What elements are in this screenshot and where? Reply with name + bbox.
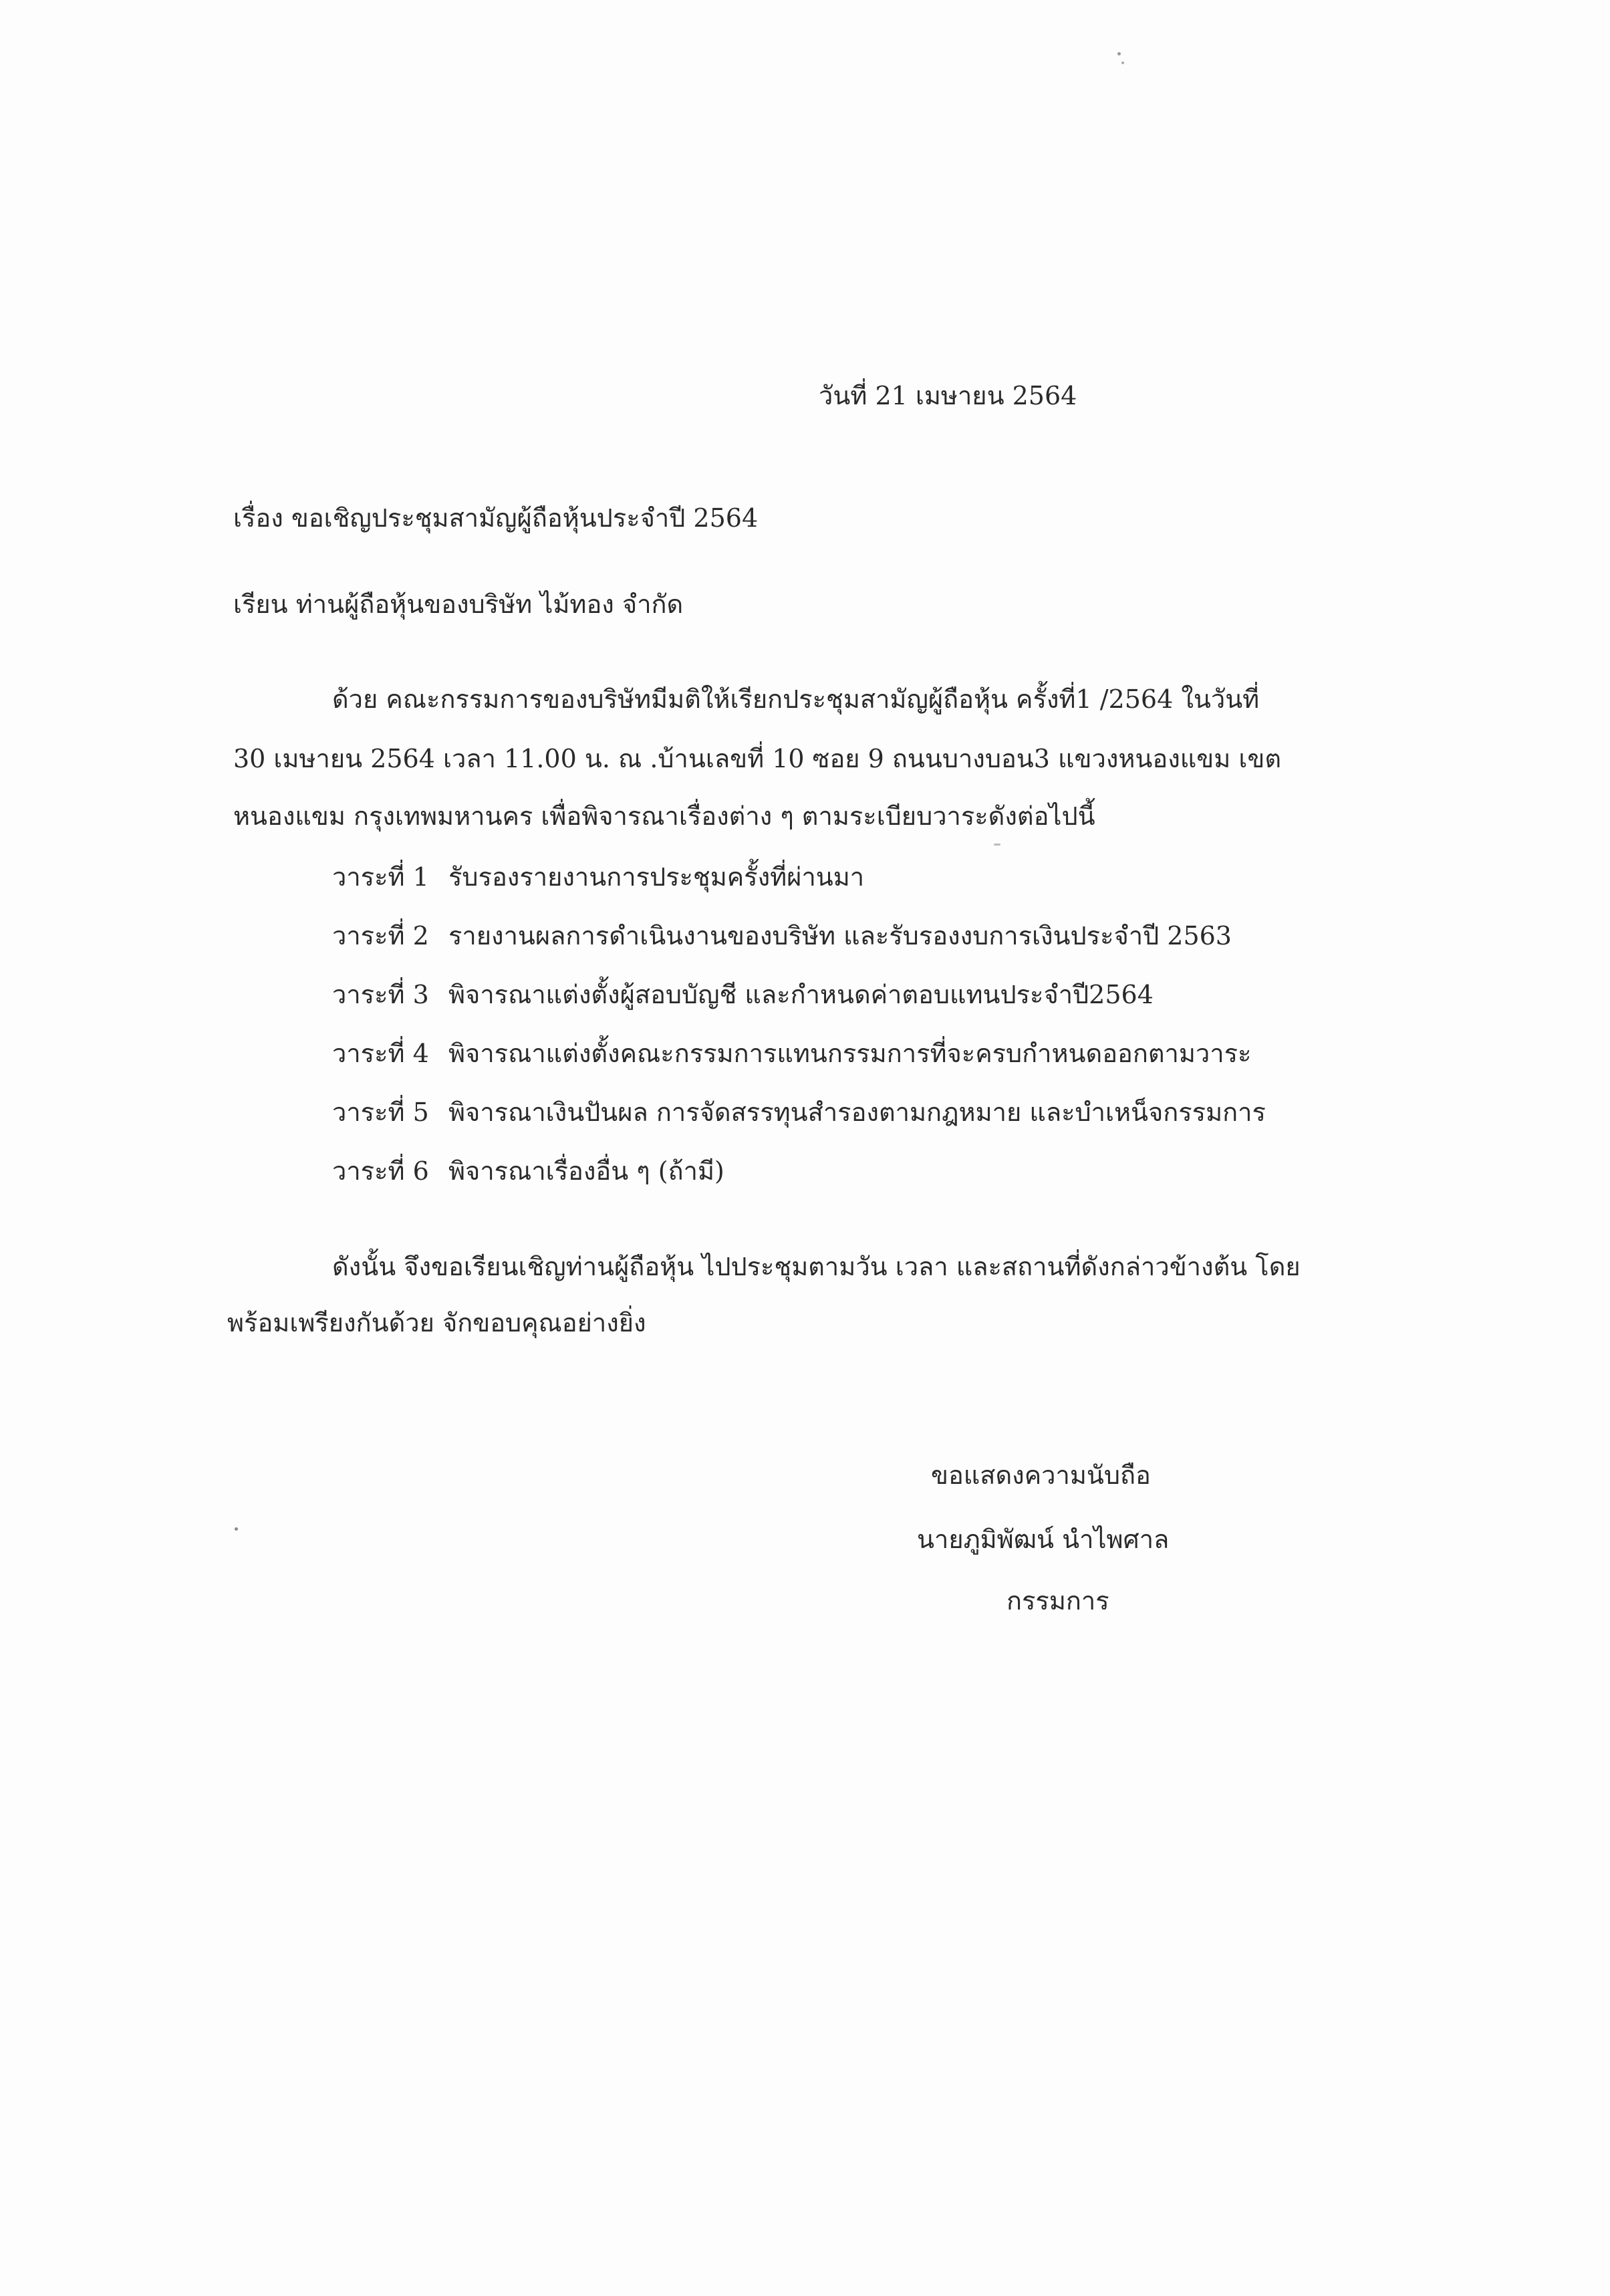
closing-paragraph-line: ดังนั้น จึงขอเรียนเชิญท่านผู้ถือหุ้น ไปประชุมตามวัน เวลา และสถานที่ดังกล่าวข้างต้น โดย	[332, 1252, 1301, 1281]
agenda-item	[332, 1037, 1251, 1069]
agenda-label: วาระที่ 6	[332, 1156, 429, 1186]
agenda-item	[332, 1155, 724, 1187]
agenda-text: พิจารณาแต่งตั้งคณะกรรมการแทนกรรมการที่จะครบกำหนดออกตามวาระ	[448, 1039, 1252, 1068]
agenda-text: รับรองรายงานการประชุมครั้งที่ผ่านมา	[448, 862, 865, 892]
agenda-item	[332, 861, 864, 893]
agenda-text: พิจารณาเงินปันผล การจัดสรรทุนสำรองตามกฎหมาย และบำเหน็จกรรมการ	[448, 1098, 1266, 1127]
agenda-label: วาระที่ 1	[332, 862, 429, 892]
agenda-text: พิจารณาเรื่องอื่น ๆ (ถ้ามี)	[448, 1156, 724, 1186]
agenda-item	[332, 920, 1232, 952]
letter-signoff: ขอแสดงความนับถือ	[931, 1460, 1151, 1490]
agenda-item	[332, 1096, 1266, 1128]
scan-speck	[994, 844, 1000, 846]
closing-paragraph-line: พร้อมเพรียงกันด้วย จักขอบคุณอย่างยิ่ง	[227, 1308, 646, 1337]
scan-speck	[1121, 61, 1124, 64]
body-paragraph-line: ด้วย คณะกรรมการของบริษัทมีมติให้เรียกประชุมสามัญผู้ถือหุ้น ครั้งที่1 /2564 ในวันที่	[332, 684, 1260, 714]
agenda-item	[332, 979, 1154, 1011]
body-paragraph-line: หนองแขม กรุงเทพมหานคร เพื่อพิจารณาเรื่องต่าง ๆ ตามระเบียบวาระดังต่อไปนี้	[233, 801, 1095, 831]
agenda-label: วาระที่ 3	[332, 980, 429, 1009]
letter-salutation: เรียน ท่านผู้ถือหุ้นของบริษัท ไม้ทอง จำกัด	[233, 590, 684, 619]
agenda-text: พิจารณาแต่งตั้งผู้สอบบัญชี และกำหนดค่าตอบแทนประจำปี2564	[448, 980, 1154, 1009]
agenda-label: วาระที่ 4	[332, 1039, 429, 1068]
scan-speck	[235, 1527, 238, 1531]
signer-title: กรรมการ	[1007, 1586, 1109, 1616]
agenda-text: รายงานผลการดำเนินงานของบริษัท และรับรองงบการเงินประจำปี 2563	[448, 921, 1232, 950]
agenda-label: วาระที่ 2	[332, 921, 429, 950]
body-paragraph-line: 30 เมษายน 2564 เวลา 11.00 น. ณ .บ้านเลขที่ 10 ซอย 9 ถนนบางบอน3 แขวงหนองแขม เขต	[233, 744, 1282, 773]
scan-speck	[1117, 52, 1121, 55]
letter-date: วันที่ 21 เมษายน 2564	[819, 381, 1077, 410]
agenda-label: วาระที่ 5	[332, 1098, 429, 1127]
signer-name: นายภูมิพัฒน์ นำไพศาล	[917, 1525, 1170, 1554]
letter-subject: เรื่อง ขอเชิญประชุมสามัญผู้ถือหุ้นประจำปี 2564	[233, 503, 759, 533]
